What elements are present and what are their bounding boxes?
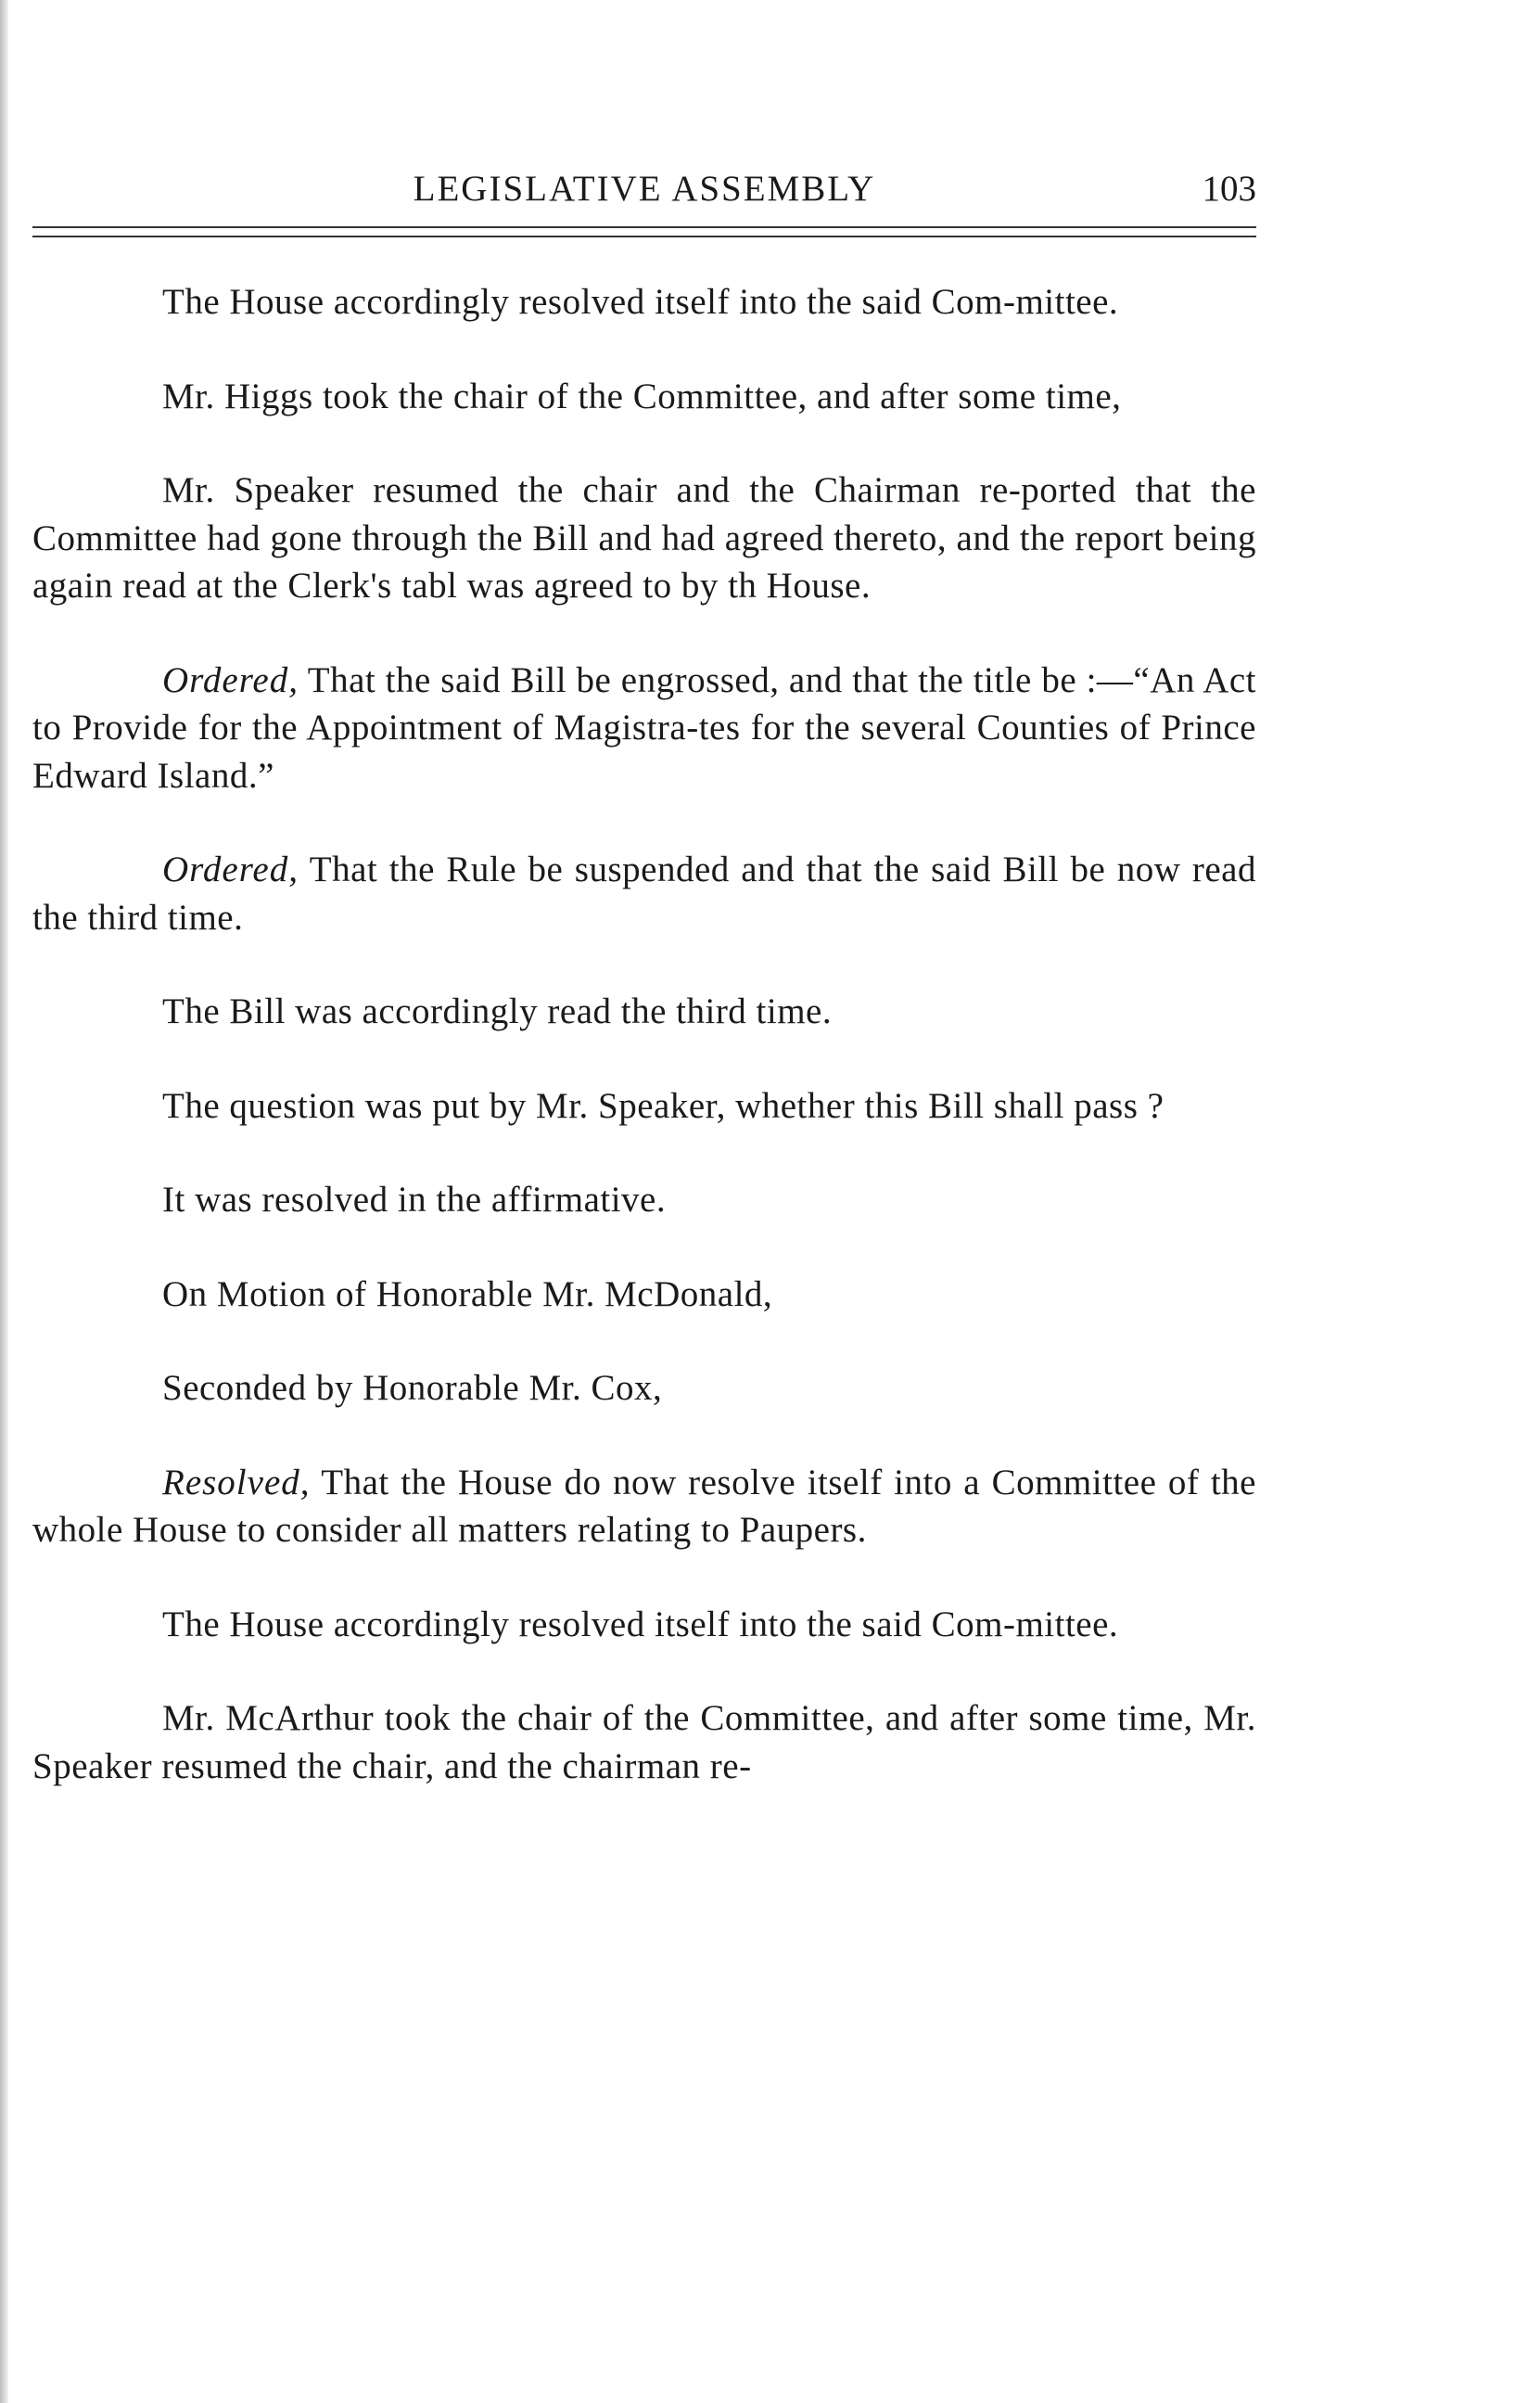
paragraph bbox=[32, 1601, 1256, 1649]
paragraph bbox=[32, 1271, 1256, 1319]
header-rule-bottom bbox=[32, 236, 1256, 237]
paragraph bbox=[32, 1082, 1256, 1131]
paragraph bbox=[32, 1364, 1256, 1412]
page-binding-edge bbox=[0, 0, 8, 2403]
paragraph bbox=[32, 846, 1256, 941]
paragraph bbox=[32, 1176, 1256, 1224]
running-title: LEGISLATIVE ASSEMBLY bbox=[413, 169, 876, 209]
page bbox=[32, 0, 1256, 2403]
paragraph-text: That the Rule be suspended and that the said Bill be now read the third time. bbox=[32, 850, 1256, 938]
running-head bbox=[32, 165, 1256, 213]
paragraph-lead-in: Ordered, bbox=[162, 850, 299, 889]
paragraph-text: That the said Bill be engrossed, and that the title be :—“An Act to Provide for the Appointment of Magistra-tes for the several Counties of Prince Edward Island.” bbox=[32, 659, 1256, 796]
body-text bbox=[32, 278, 1256, 1790]
paragraph bbox=[32, 1459, 1256, 1554]
paragraph-text: The House accordingly resolved itself into the said Com-mittee. bbox=[162, 282, 1119, 322]
paragraph bbox=[32, 988, 1256, 1036]
paragraph-text: The question was put by Mr. Speaker, whether this Bill shall pass ? bbox=[162, 1085, 1165, 1126]
paragraph bbox=[32, 373, 1256, 421]
paragraph-text: That the House do now resolve itself into a Committee of the whole House to consider all matters relating to Paupers. bbox=[32, 1462, 1256, 1550]
paragraph bbox=[32, 278, 1256, 326]
paragraph-lead-in: Resolved, bbox=[162, 1462, 311, 1502]
paragraph bbox=[32, 1694, 1256, 1790]
paragraph-text: The Bill was accordingly read the third time. bbox=[162, 991, 833, 1031]
paragraph bbox=[32, 657, 1256, 800]
page-number: 103 bbox=[1202, 169, 1256, 209]
paragraph-text: The House accordingly resolved itself into the said Com-mittee. bbox=[162, 1604, 1119, 1644]
paragraph-text: Mr. Higgs took the chair of the Committee, and after some time, bbox=[162, 376, 1122, 416]
paragraph-text: Mr. Speaker resumed the chair and the Chairman re-ported that the Committee had gone through the Bill and had agreed thereto, and the report being again read at the Clerk's tabl was agreed to by th House. bbox=[32, 470, 1256, 606]
paragraph-text: Seconded by Honorable Mr. Cox, bbox=[162, 1368, 663, 1408]
paragraph-lead-in: Ordered, bbox=[162, 659, 299, 700]
header-rule-top bbox=[32, 226, 1256, 228]
paragraph-text: Mr. McArthur took the chair of the Committee, and after some time, Mr. Speaker resumed the chair, and the chairman re- bbox=[32, 1698, 1256, 1786]
paragraph-text: It was resolved in the affirmative. bbox=[162, 1180, 667, 1220]
paragraph-text: On Motion of Honorable Mr. McDonald, bbox=[162, 1273, 773, 1314]
paragraph bbox=[32, 467, 1256, 610]
